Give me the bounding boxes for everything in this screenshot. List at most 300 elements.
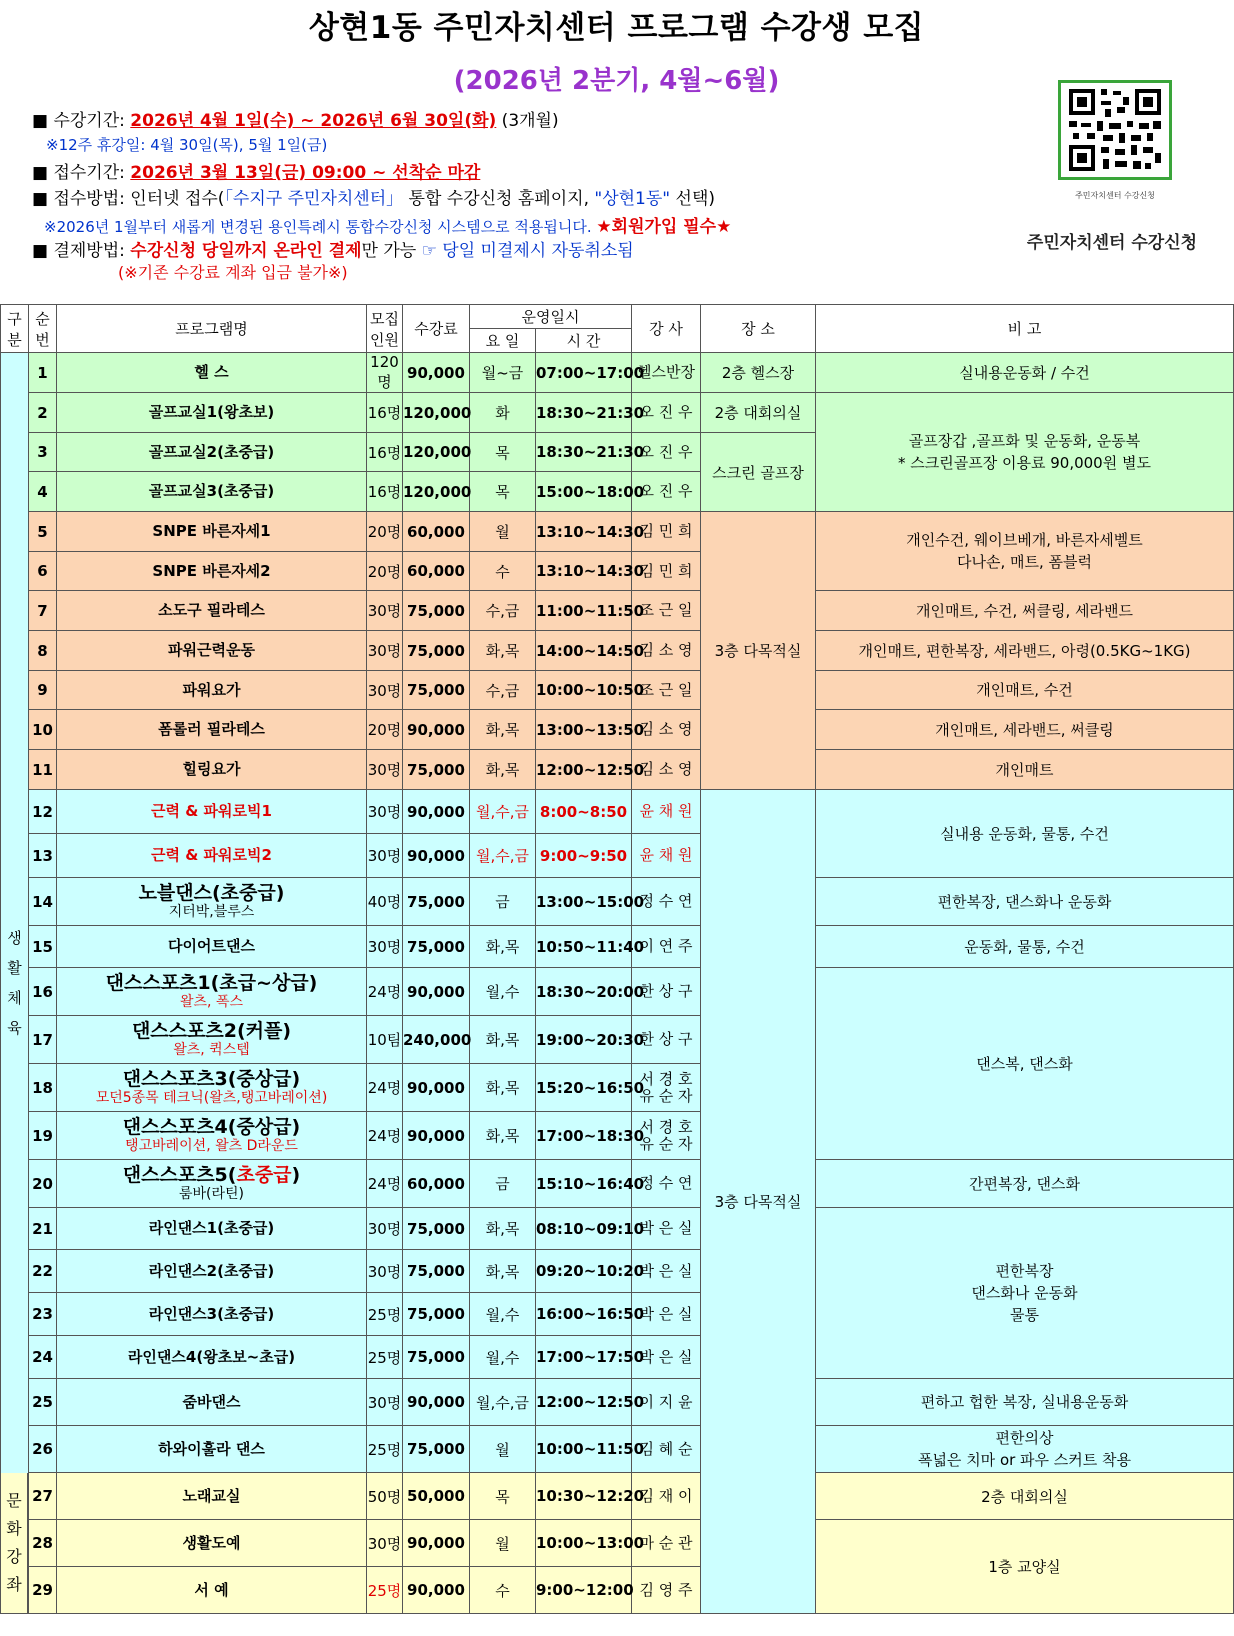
place: 3층 다목적실 [701, 512, 816, 790]
program-name: 골프교실2(초중급) [57, 433, 367, 472]
fee: 90,000 [403, 1064, 470, 1112]
time: 18:30~21:30 [536, 393, 632, 433]
place: 스크린 골프장 [701, 433, 816, 512]
row-no: 25 [29, 1379, 57, 1426]
place: 2층 대회의실 [816, 1473, 1234, 1520]
row-no: 11 [29, 750, 57, 790]
day: 수,금 [470, 671, 536, 710]
day: 금 [470, 1160, 536, 1208]
row-no: 13 [29, 834, 57, 878]
program-name: 라인댄스1(초중급) [57, 1208, 367, 1250]
row-no: 1 [29, 353, 57, 393]
note: 편하고 헙한 복장, 실내용운동화 [816, 1379, 1234, 1426]
table-row [1, 1520, 1234, 1567]
teacher: 정 수 연 [632, 878, 701, 926]
time: 18:30~20:00 [536, 968, 632, 1016]
program-name: 댄스스포츠4(중상급) [122, 1116, 301, 1138]
day: 화,목 [470, 1208, 536, 1250]
program-name: 생활도예 [57, 1520, 367, 1567]
fee: 75,000 [403, 926, 470, 968]
day: 월,수,금 [470, 1379, 536, 1426]
note [816, 512, 1234, 591]
table-row [1, 1473, 1234, 1520]
fee: 60,000 [403, 1160, 470, 1208]
info-application [32, 158, 480, 183]
header-note: 비 고 [816, 305, 1234, 353]
program-name-start: 댄스스포츠5( [122, 1164, 237, 1186]
row-no: 2 [29, 393, 57, 433]
capacity: 30명 [367, 1208, 403, 1250]
fee: 120,000 [403, 472, 470, 512]
program-name: 노래교실 [57, 1473, 367, 1520]
capacity: 30명 [367, 591, 403, 631]
note: 간편복장, 댄스화 [816, 1160, 1234, 1208]
header-capacity: 모집 인원 [367, 305, 403, 353]
capacity: 24명 [367, 1160, 403, 1208]
program-name: 서 예 [57, 1567, 367, 1614]
info-holiday: ※12주 휴강일: 4월 30일(목), 5월 1일(금) [46, 136, 328, 154]
teacher-name: 서 경 호 [639, 1117, 693, 1136]
program-name: 소도구 필라테스 [57, 591, 367, 631]
period-suffix: (3개월) [496, 111, 559, 131]
table-row [1, 710, 1234, 750]
fee: 120,000 [403, 393, 470, 433]
row-no: 4 [29, 472, 57, 512]
teacher: 마 순 관 [632, 1520, 701, 1567]
capacity: 50명 [367, 1473, 403, 1520]
row-no: 6 [29, 552, 57, 591]
capacity: 24명 [367, 1112, 403, 1160]
note: 실내용 운동화, 물통, 수건 [816, 790, 1234, 878]
note-line: 골프장갑 ,골프화 및 운동화, 운동복 [908, 432, 1141, 450]
day: 수 [470, 552, 536, 591]
capacity: 30명 [367, 1250, 403, 1293]
fee: 90,000 [403, 1520, 470, 1567]
program-name: 라인댄스3(초중급) [57, 1293, 367, 1336]
day: 화,목 [470, 1250, 536, 1293]
teacher: 김 영 주 [632, 1567, 701, 1614]
row-no: 20 [29, 1160, 57, 1208]
time: 11:00~11:50 [536, 591, 632, 631]
row-no: 22 [29, 1250, 57, 1293]
day: 금 [470, 878, 536, 926]
day: 월,수,금 [470, 790, 536, 834]
row-no: 17 [29, 1016, 57, 1064]
capacity: 30명 [367, 1520, 403, 1567]
program-sub: 탱고바레이션, 왈츠 D라운드 [125, 1138, 298, 1154]
payment-label: ■ 결제방법: [32, 241, 131, 261]
qr-code-icon [1061, 83, 1169, 177]
table-row [1, 393, 1234, 433]
row-no: 5 [29, 512, 57, 552]
program-name: 줌바댄스 [57, 1379, 367, 1426]
program-name: 파워근력운동 [57, 631, 367, 671]
note-line: 물통 [1010, 1306, 1039, 1324]
time: 10:00~10:50 [536, 671, 632, 710]
time: 15:00~18:00 [536, 472, 632, 512]
fee: 90,000 [403, 710, 470, 750]
fee: 90,000 [403, 353, 470, 393]
program-name: 폼롤러 필라테스 [57, 710, 367, 750]
program-name: 댄스스포츠3(중상급) [122, 1068, 301, 1090]
program-name: 파워요가 [57, 671, 367, 710]
fee: 75,000 [403, 1293, 470, 1336]
program-sub: 왈츠, 폭스 [180, 994, 243, 1010]
fee: 75,000 [403, 1250, 470, 1293]
teacher [632, 1112, 701, 1160]
day: 월,수 [470, 1293, 536, 1336]
fee: 75,000 [403, 631, 470, 671]
teacher [632, 1064, 701, 1112]
teacher: 이 연 주 [632, 926, 701, 968]
teacher: 윤 채 원 [632, 790, 701, 834]
note: 개인매트, 세라밴드, 써클링 [816, 710, 1234, 750]
day: 화,목 [470, 750, 536, 790]
day: 화,목 [470, 631, 536, 671]
program-name: 근력 & 파워로빅1 [57, 790, 367, 834]
fee: 90,000 [403, 834, 470, 878]
table-row [1, 671, 1234, 710]
teacher: 한 상 구 [632, 968, 701, 1016]
fee: 120,000 [403, 433, 470, 472]
teacher: 김 소 영 [632, 631, 701, 671]
day: 월,수 [470, 968, 536, 1016]
time: 17:00~18:30 [536, 1112, 632, 1160]
program-cell [57, 1112, 367, 1160]
note: 개인매트, 편한복장, 세라밴드, 아령(0.5KG~1KG) [816, 631, 1234, 671]
time: 9:00~12:00 [536, 1567, 632, 1614]
header-time: 시 간 [536, 329, 632, 353]
teacher: 박 은 실 [632, 1336, 701, 1379]
day: 월~금 [470, 353, 536, 393]
application-label: ■ 접수기간: [32, 163, 131, 183]
row-no: 8 [29, 631, 57, 671]
teacher: 김 소 영 [632, 750, 701, 790]
fee: 60,000 [403, 552, 470, 591]
row-no: 7 [29, 591, 57, 631]
program-name: 힐링요가 [57, 750, 367, 790]
program-name-level: 초중급 [236, 1164, 292, 1186]
day: 화 [470, 393, 536, 433]
capacity: 20명 [367, 552, 403, 591]
row-no: 9 [29, 671, 57, 710]
method-site: 「수지구 주민자치센터」 [224, 189, 404, 209]
program-name: 라인댄스4(왕초보~초급) [57, 1336, 367, 1379]
page-title: 상현1동 주민자치센터 프로그램 수강생 모집 [308, 10, 925, 46]
program-name: SNPE 바른자세2 [57, 552, 367, 591]
place: 3층 다목적실 [701, 790, 816, 1614]
fee: 90,000 [403, 1112, 470, 1160]
row-no: 10 [29, 710, 57, 750]
time: 15:20~16:50 [536, 1064, 632, 1112]
row-no: 3 [29, 433, 57, 472]
teacher: 이 지 윤 [632, 1379, 701, 1426]
teacher: 오 진 우 [632, 393, 701, 433]
row-no: 15 [29, 926, 57, 968]
teacher: 정 수 연 [632, 1160, 701, 1208]
program-cell [57, 1160, 367, 1208]
time: 9:00~9:50 [536, 834, 632, 878]
program-name: 골프교실3(초중급) [57, 472, 367, 512]
time: 12:00~12:50 [536, 750, 632, 790]
method-mid: 통합 수강신청 홈페이지, [403, 189, 595, 209]
program-name: 골프교실1(왕초보) [57, 393, 367, 433]
table-row [1, 1208, 1234, 1250]
row-no: 26 [29, 1426, 57, 1473]
program-name: 하와이훌라 댄스 [57, 1426, 367, 1473]
header-no: 순 번 [29, 305, 57, 353]
header-fee: 수강료 [403, 305, 470, 353]
day: 화,목 [470, 710, 536, 750]
fee: 75,000 [403, 591, 470, 631]
system-text: ※2026년 1월부터 새롭게 변경된 용인특례시 통합수강신청 시스템으로 적용됩니다. [44, 218, 597, 236]
note-line: 댄스화나 운동화 [971, 1284, 1078, 1302]
place: 1층 교양실 [816, 1520, 1234, 1614]
fee: 75,000 [403, 1208, 470, 1250]
program-name: 헬 스 [57, 353, 367, 393]
capacity: 30명 [367, 631, 403, 671]
row-no: 29 [29, 1567, 57, 1614]
table-row [1, 926, 1234, 968]
time: 10:00~11:50 [536, 1426, 632, 1473]
time: 13:10~14:30 [536, 512, 632, 552]
method-label: ■ 접수방법: 인터넷 접수( [32, 189, 225, 209]
time: 07:00~17:00 [536, 353, 632, 393]
teacher-name-2: 유 순 자 [639, 1134, 693, 1153]
teacher-name: 서 경 호 [639, 1069, 693, 1088]
period-label: ■ 수강기간: [32, 111, 131, 131]
info-no-transfer: (※기존 수강료 계좌 입금 불가※) [118, 263, 348, 282]
fee: 75,000 [403, 1336, 470, 1379]
capacity: 120명 [367, 353, 403, 393]
time: 13:00~15:00 [536, 878, 632, 926]
teacher: 김 민 희 [632, 552, 701, 591]
time: 09:20~10:20 [536, 1250, 632, 1293]
teacher: 박 은 실 [632, 1208, 701, 1250]
table-row [1, 1160, 1234, 1208]
info-system [44, 212, 731, 237]
capacity: 30명 [367, 834, 403, 878]
day: 목 [470, 433, 536, 472]
note: 실내용운동화 / 수건 [816, 353, 1234, 393]
note [816, 393, 1234, 512]
day: 화,목 [470, 1016, 536, 1064]
page-subtitle: (2026년 2분기, 4월~6월) [453, 66, 780, 96]
teacher: 윤 채 원 [632, 834, 701, 878]
time: 14:00~14:50 [536, 631, 632, 671]
teacher: 김 혜 순 [632, 1426, 701, 1473]
note: 개인매트, 수건 [816, 671, 1234, 710]
row-no: 23 [29, 1293, 57, 1336]
fee: 90,000 [403, 1379, 470, 1426]
capacity: 25명 [367, 1426, 403, 1473]
teacher: 박 은 실 [632, 1293, 701, 1336]
teacher: 김 소 영 [632, 710, 701, 750]
category-life-label: 생 활 체 육 [7, 929, 22, 1037]
program-sub: 룸바(라틴) [178, 1186, 245, 1202]
day: 화,목 [470, 1064, 536, 1112]
program-sub: 지터박,블루스 [168, 904, 255, 920]
fee: 90,000 [403, 1567, 470, 1614]
program-cell [57, 1064, 367, 1112]
method-dong: "상현1동" [594, 189, 671, 209]
day: 월 [470, 1426, 536, 1473]
row-no: 19 [29, 1112, 57, 1160]
place: 2층 헬스장 [701, 353, 816, 393]
note [816, 1208, 1234, 1379]
table-row [1, 1379, 1234, 1426]
table-row [1, 353, 1234, 393]
program-sub: 모던5종목 테크닉(왈츠,탱고바레이션) [95, 1090, 328, 1106]
system-star: ★회원가입 필수★ [596, 217, 732, 237]
category-culture: 문 화 강 좌 [6, 1490, 22, 1594]
program-table [0, 304, 1234, 1614]
category-life [1, 353, 29, 1614]
time: 17:00~17:50 [536, 1336, 632, 1379]
table-row [1, 631, 1234, 671]
time: 15:10~16:40 [536, 1160, 632, 1208]
teacher: 헬스반장 [632, 353, 701, 393]
table-row [1, 968, 1234, 1016]
note: 편한복장, 댄스화나 운동화 [816, 878, 1234, 926]
header-place: 장 소 [701, 305, 816, 353]
program-cell [57, 968, 367, 1016]
application-value: 2026년 3월 13일(금) 09:00 ~ 선착순 마감 [130, 163, 481, 183]
fee: 60,000 [403, 512, 470, 552]
table-header-row [1, 305, 1234, 329]
time: 08:10~09:10 [536, 1208, 632, 1250]
header-schedule: 운영일시 [470, 305, 632, 329]
table-row [1, 878, 1234, 926]
note: 개인매트 [816, 750, 1234, 790]
table-row [1, 512, 1234, 552]
program-cell [57, 1016, 367, 1064]
program-name: SNPE 바른자세1 [57, 512, 367, 552]
payment-red: 수강신청 당일까지 온라인 결제 [130, 241, 362, 261]
row-no: 12 [29, 790, 57, 834]
info-payment [32, 236, 634, 261]
time: 12:00~12:50 [536, 1379, 632, 1426]
note: 댄스복, 댄스화 [816, 968, 1234, 1160]
note-line: 개인수건, 웨이브베개, 바른자세벨트 [906, 531, 1143, 549]
time: 10:30~12:20 [536, 1473, 632, 1520]
program-name [57, 1165, 366, 1186]
program-name: 근력 & 파워로빅2 [57, 834, 367, 878]
program-name: 댄스스포츠1(초급~상급) [105, 972, 318, 994]
time: 8:00~8:50 [536, 790, 632, 834]
capacity: 16명 [367, 393, 403, 433]
row-no: 27 [29, 1473, 57, 1520]
table-row [1, 790, 1234, 834]
qr-caption: 주민자치센터 수강신청 [1075, 191, 1155, 200]
fee: 90,000 [403, 968, 470, 1016]
time: 10:50~11:40 [536, 926, 632, 968]
header-teacher: 강 사 [632, 305, 701, 353]
note-line: 편한복장 [995, 1262, 1054, 1280]
row-no: 21 [29, 1208, 57, 1250]
time: 16:00~16:50 [536, 1293, 632, 1336]
capacity: 24명 [367, 1064, 403, 1112]
fee: 50,000 [403, 1473, 470, 1520]
info-period [32, 106, 559, 131]
capacity: 24명 [367, 968, 403, 1016]
table-row [1, 750, 1234, 790]
program-name: 댄스스포츠2(커플) [131, 1020, 292, 1042]
note-line: 다나손, 매트, 폼블럭 [957, 553, 1092, 571]
qr-code[interactable] [1058, 80, 1172, 180]
payment-mid: 만 가능 [361, 241, 422, 261]
teacher: 김 민 희 [632, 512, 701, 552]
place: 2층 대회의실 [701, 393, 816, 433]
note: 운동화, 물통, 수건 [816, 926, 1234, 968]
day: 월 [470, 512, 536, 552]
fee: 75,000 [403, 878, 470, 926]
teacher: 박 은 실 [632, 1250, 701, 1293]
header-day: 요 일 [470, 329, 536, 353]
note: 개인매트, 수건, 써클링, 세라밴드 [816, 591, 1234, 631]
method-end: 선택) [670, 189, 716, 209]
day: 월,수 [470, 1336, 536, 1379]
info-method [32, 184, 715, 209]
time: 19:00~20:30 [536, 1016, 632, 1064]
capacity: 25명 [367, 1293, 403, 1336]
fee: 240,000 [403, 1016, 470, 1064]
category-overlay [0, 1473, 28, 1614]
header-program: 프로그램명 [57, 305, 367, 353]
capacity: 30명 [367, 750, 403, 790]
capacity: 25명 [367, 1567, 403, 1614]
time: 13:10~14:30 [536, 552, 632, 591]
teacher: 오 진 우 [632, 472, 701, 512]
program-name-end: ) [291, 1164, 301, 1186]
row-no: 24 [29, 1336, 57, 1379]
capacity: 30명 [367, 790, 403, 834]
note-line: * 스크린골프장 이용료 90,000원 별도 [898, 454, 1151, 472]
day: 수,금 [470, 591, 536, 631]
time: 13:00~13:50 [536, 710, 632, 750]
program-name: 다이어트댄스 [57, 926, 367, 968]
teacher: 김 재 이 [632, 1473, 701, 1520]
row-no: 18 [29, 1064, 57, 1112]
day: 목 [470, 472, 536, 512]
day: 월 [470, 1520, 536, 1567]
day: 목 [470, 1473, 536, 1520]
row-no: 28 [29, 1520, 57, 1567]
day: 월,수,금 [470, 834, 536, 878]
header-category: 구 분 [1, 305, 29, 353]
fee: 75,000 [403, 1426, 470, 1473]
day: 화,목 [470, 926, 536, 968]
teacher: 오 진 우 [632, 433, 701, 472]
capacity: 40명 [367, 878, 403, 926]
fee: 75,000 [403, 671, 470, 710]
capacity: 30명 [367, 926, 403, 968]
program-sub: 왈츠, 퀵스텝 [173, 1042, 250, 1058]
note [816, 1426, 1234, 1473]
capacity: 20명 [367, 710, 403, 750]
program-cell [57, 878, 367, 926]
note-line: 편한의상 [995, 1429, 1054, 1447]
capacity: 25명 [367, 1336, 403, 1379]
day: 수 [470, 1567, 536, 1614]
teacher-name-2: 유 순 자 [639, 1086, 693, 1105]
row-no: 16 [29, 968, 57, 1016]
capacity: 16명 [367, 433, 403, 472]
day: 화,목 [470, 1112, 536, 1160]
program-name: 라인댄스2(초중급) [57, 1250, 367, 1293]
fee: 75,000 [403, 750, 470, 790]
capacity: 10팀 [367, 1016, 403, 1064]
